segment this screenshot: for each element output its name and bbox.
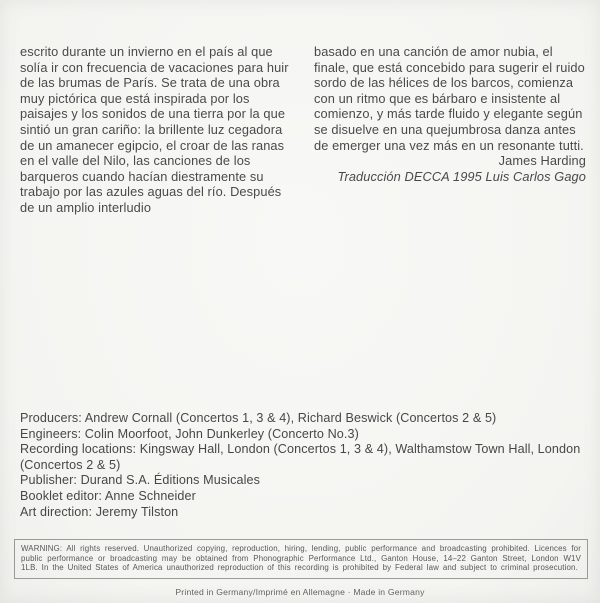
credit-line-art-direction: Art direction: Jeremy Tilston [20,504,179,519]
author-credit: James Harding [498,153,586,169]
liner-notes-columns [20,44,586,216]
credit-line-engineers: Engineers: Colin Moorfoot, John Dunkerley (Concerto No.3) [20,426,359,441]
translation-credit: Traducción DECCA 1995 Luis Carlos Gago [337,168,586,184]
credit-line-booklet-editor: Booklet editor: Anne Schneider [20,488,196,503]
copyright-warning-box [14,539,588,579]
text-column-right-paragraph: basado en una canción de amor nubia, el finale, que está concebido para sugerir el ruido sordo de las hélices de los barcos, comienza con un ritmo que es bárbaro e insistente al comienzo, y más tarde fluido y elegante según se disuelve en una quejumbrosa danza antes de emerger una vez más en un resonante tutti. [314,44,585,153]
text-column-right [314,44,586,216]
signature-block [314,153,586,184]
credit-line-recording-locations: Recording locations: Kingsway Hall, London (Concertos 1, 3 & 4), Walthamstow Town Hall, London (Concertos 2 & 5) [20,442,581,472]
copyright-warning-text: WARNING: All rights reserved. Unauthorized copying, reproduction, hiring, lending, public performance and broadcasting prohibited. Licences for public performance or broadcasting may be obtained from Phonographic Performance Ltd., Ganton House, 14–22 Ganton Street, London W1V 1LB. In the United States of America unauthorized reproduction of this recording is prohibited by Federal law and subject to criminal prosecution. [21,544,581,573]
production-credits [20,411,582,520]
credit-line-publisher: Publisher: Durand S.A. Éditions Musicales [20,473,260,488]
printed-in-germany-note: Printed in Germany/Imprimé en Allemagne · Made in Germany [175,587,425,597]
credit-line-producers: Producers: Andrew Cornall (Concertos 1, 3 & 4), Richard Beswick (Concertos 2 & 5) [20,411,497,425]
text-column-left: escrito durante un invierno en el país al que solía ir con frecuencia de vacaciones para huir de las brumas de París. Se trata de una obra muy pictórica que está inspirada por los paisajes y los sonidos de una tierra por la que sintió un gran cariño: la brillente luz cegadora de un amanecer egipcio, el croar de las ranas en el valle del Nilo, las canciones de los barqueros cuando hacían diestramente su trabajo por las azules aguas del río. Después de un amplio interludio [20,44,289,215]
